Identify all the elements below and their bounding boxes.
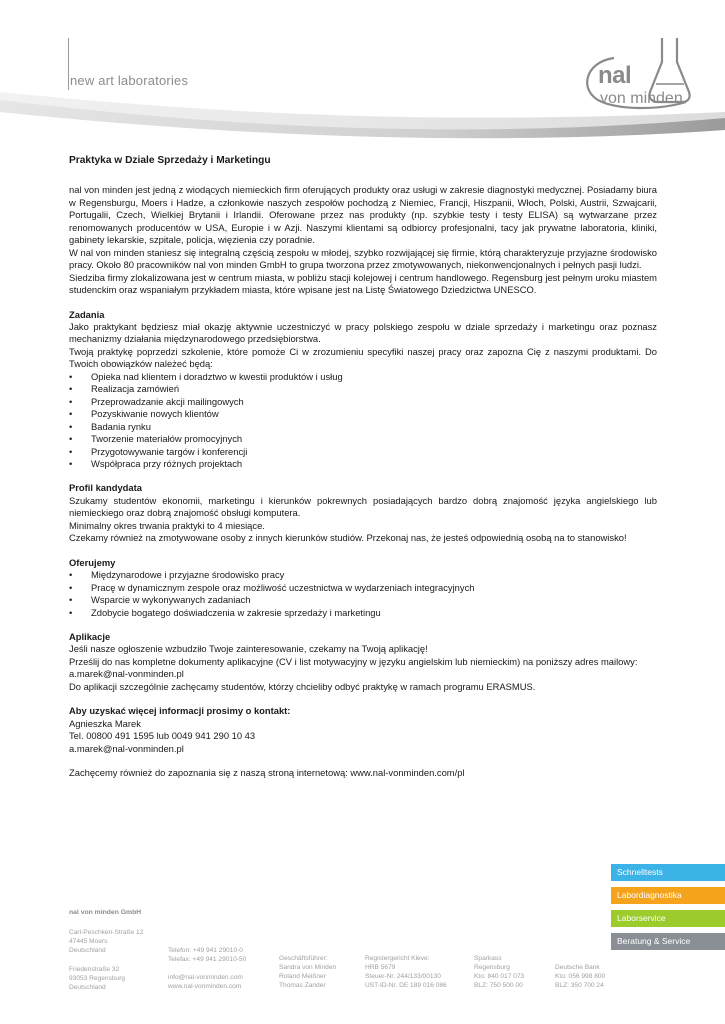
offer-list <box>69 569 657 619</box>
footer-line: Deutschland <box>69 984 106 991</box>
closing-line: Zachęcemy również do zapoznania się z naszą stroną internetową: www.nal-vonminden.com/pl <box>69 767 465 779</box>
task-list <box>69 371 657 471</box>
tab-label: Beratung & Service <box>617 936 691 946</box>
logo-wordmark-von-minden: von minden <box>600 90 683 107</box>
footer-website-link[interactable]: www.nal-vonminden.com <box>168 983 242 990</box>
contact-phone: Tel. 00800 491 1595 lub 0049 941 290 10 43 <box>69 730 256 742</box>
intro-paragraph: Siedziba firmy zlokalizowana jest w centrum miasta, w pobliżu stacji kolejowej i centrum handlowego. Regensburg jest pełnym uroku miastem studenckim oraz wspaniałym przykładem miasta, które wpisane jest na Listę Światowego Dziedzictwa UNESCO. <box>69 271 657 296</box>
footer <box>69 908 629 991</box>
footer-line: BLZ: 350 700 24 <box>555 982 604 989</box>
bullet-icon: • <box>69 445 73 457</box>
footer-management <box>279 954 359 990</box>
bullet-icon: • <box>69 408 73 420</box>
footer-email-link[interactable]: info@nal-vonminden.com <box>168 974 243 981</box>
section-profil <box>69 482 657 544</box>
list-item-text: Pracę w dynamicznym zespole oraz możliwość uczestnictwa w wydarzeniach integracyjnych <box>91 581 475 593</box>
section-text: Twoją praktykę poprzedzi szkolenie, które pomoże Ci w zrozumieniu specyfiki naszej pracy oraz zapozna Cię z naszymi produktami. Do Twoich obowiązków należeć będą: <box>69 345 657 370</box>
footer-line: Kto: 840 017 073 <box>474 973 525 980</box>
bullet-icon: • <box>69 383 73 395</box>
footer-line: Deutsche Bank <box>555 964 600 971</box>
section-text: Jako praktykant będziesz miał okazję aktywnie uczestniczyć w pracy polskiego zespołu w dziale sprzedaży i marketingu oraz poznasz mechanizmy działania międzynarodowego przedsiębiorstwa. <box>69 320 657 345</box>
bullet-icon: • <box>69 581 73 593</box>
list-item-text: Opieka nad klientem i doradztwo w kwestii produktów i usług <box>91 370 343 382</box>
list-item <box>69 421 657 433</box>
footer-line: Deutschland <box>69 947 106 954</box>
footer-address-regensburg <box>69 965 169 992</box>
footer-line: BLZ: 750 500 00 <box>474 982 523 989</box>
footer-phone <box>168 946 268 964</box>
footer-address-moers <box>69 928 169 955</box>
list-item <box>69 446 657 458</box>
footer-line: 47445 Moers <box>69 938 108 945</box>
contact-email[interactable]: a.marek@nal-vonminden.pl <box>69 742 184 754</box>
page-title: Praktyka w Dziale Sprzedaży i Marketingu <box>69 155 271 166</box>
logo-wordmark-nal: nal <box>598 62 632 89</box>
application-email[interactable]: a.marek@nal-vonminden.pl <box>69 668 184 680</box>
footer-web <box>168 973 268 991</box>
footer-line: Sparkass <box>474 955 502 962</box>
intro-paragraph: W nal von minden staniesz się integralną częścią zespołu w młodej, szybko rozwijającej się firmie, którą charakteryzuje przyjazne środowisko pracy. Około 80 pracowników nal von minden GmbH to grupa tworzona przez zmotywowanych, niekonwencjonalnych i pełnych pasji ludzi. <box>69 246 657 271</box>
bullet-icon: • <box>69 569 73 581</box>
footer-line: HRB 5679 <box>365 964 396 971</box>
tab-beratung-service[interactable] <box>611 933 725 950</box>
document-body <box>69 155 657 779</box>
footer-line: Friedenstraße 32 <box>69 966 120 973</box>
list-item <box>69 433 657 445</box>
footer-bank-sparkasse <box>474 954 554 990</box>
letterhead <box>0 0 725 150</box>
tab-label: Laborservice <box>617 913 666 923</box>
footer-line: Carl-Peschken-Straße 12 <box>69 929 144 936</box>
list-item-text: Przeprowadzanie akcji mailingowych <box>91 395 244 407</box>
section-text: Do aplikacji szczególnie zachęcamy studentów, którzy chcieliby odbyć praktykę w ramach programu ERASMUS. <box>69 680 536 692</box>
list-item-text: Wsparcie w wykonywanych zadaniach <box>91 594 251 606</box>
footer-line: UST-ID-Nr. DE 189 016 086 <box>365 982 447 989</box>
section-zadania <box>69 309 657 471</box>
footer-registry <box>365 954 465 990</box>
list-item-text: Współpraca przy różnych projektach <box>91 457 243 469</box>
footer-line: Steuer-Nr. 244/133/00130 <box>365 973 441 980</box>
list-item <box>69 607 657 619</box>
list-item-text: Przygotowywanie targów i konferencji <box>91 445 248 457</box>
tab-labordiagnostika[interactable] <box>611 887 725 904</box>
section-heading: Zadania <box>69 308 105 320</box>
header-divider <box>68 38 69 90</box>
bullet-icon: • <box>69 370 73 382</box>
list-item <box>69 396 657 408</box>
list-item-text: Pozyskiwanie nowych klientów <box>91 408 219 420</box>
tab-label: Schnelltests <box>617 867 663 877</box>
list-item <box>69 383 657 395</box>
contact-name: Agnieszka Marek <box>69 717 141 729</box>
section-aplikacje <box>69 631 657 693</box>
list-item <box>69 594 657 606</box>
bullet-icon: • <box>69 594 73 606</box>
footer-line: Thomas Zander <box>279 982 326 989</box>
footer-line: Regensburg <box>474 964 510 971</box>
list-item-text: Realizacja zamówień <box>91 383 180 395</box>
section-heading: Profil kandydata <box>69 482 142 494</box>
section-heading: Aby uzyskać więcej informacji prosimy o kontakt: <box>69 705 291 717</box>
list-item <box>69 458 657 470</box>
section-heading: Aplikacje <box>69 630 111 642</box>
footer-line: Telefax: +49 941 29010-50 <box>168 956 247 963</box>
list-item <box>69 408 657 420</box>
section-text: Czekamy również na zmotywowane osoby z innych kierunków studiów. Przekonaj nas, że jesteś odpowiednią osobą na to stanowisko! <box>69 532 627 544</box>
list-item-text: Tworzenie materiałów promocyjnych <box>91 433 243 445</box>
footer-line: Telefon: +49 941 29010-0 <box>168 947 243 954</box>
section-text: Prześlij do nas kompletne dokumenty aplikacyjne (CV i list motywacyjny w języku angielskim lub niemieckim) na poniższy adres mailowy: <box>69 655 638 667</box>
bullet-icon: • <box>69 433 73 445</box>
section-oferujemy <box>69 557 657 619</box>
section-text: Szukamy studentów ekonomii, marketingu i kierunków pokrewnych posiadających bardzo dobrą znajomość języka angielskiego lub niemieckiego oraz dobrą znajomość obsługi komputera. <box>69 494 657 519</box>
footer-line: Geschäftsführer: <box>279 955 328 962</box>
section-text: Jeśli nasze ogłoszenie wzbudziło Twoje zainteresowanie, czekamy na Twoją aplikację! <box>69 643 428 655</box>
footer-line: 93053 Regensburg <box>69 975 126 982</box>
section-text: Minimalny okres trwania praktyki to 4 miesiące. <box>69 519 265 531</box>
bullet-icon: • <box>69 457 73 469</box>
footer-line: Registergericht Kleve: <box>365 955 430 962</box>
tab-schnelltests[interactable] <box>611 864 725 881</box>
list-item-text: Badania rynku <box>91 420 151 432</box>
footer-line: Sandra von Minden <box>279 964 337 971</box>
list-item-text: Zdobycie bogatego doświadczenia w zakresie sprzedaży i marketingu <box>91 606 381 618</box>
company-tagline: new art laboratories <box>70 73 189 88</box>
footer-line: Roland Meißner <box>279 973 326 980</box>
bullet-icon: • <box>69 395 73 407</box>
footer-bank-deutsche <box>555 963 629 990</box>
intro-paragraph: nal von minden jest jedną z wiodących niemieckich firm oferujących produkty oraz usługi w zakresie diagnostyki medycznej. Posiadamy biura w Regensburgu, Moers i Hadze, a członkowie naszych zespołów pochodzą z Niemiec, Francji, Hiszpanii, Włoch, Polski, Austrii, Szwajcarii, Portugalii, Czech, Wielkiej Brytanii i Irlandii. Oferowane przez nas produkty (np. szybkie testy i testy ELISA) są wytwarzane przez renomowanych producentów w USA, Europie i w Azji. Naszymi klientami są odbiorcy profesjonalni, tacy jak prywatne laboratoria, kliniki, gabinety lekarskie, szpitale, policja, więzienia czy poradnie. <box>69 184 657 246</box>
list-item-text: Międzynarodowe i przyjazne środowisko pracy <box>91 569 285 581</box>
section-heading: Oferujemy <box>69 556 116 568</box>
list-item <box>69 569 657 581</box>
footer-line: Kto: 056 998 800 <box>555 973 606 980</box>
list-item <box>69 371 657 383</box>
tab-label: Labordiagnostika <box>617 890 682 900</box>
section-kontakt <box>69 705 657 755</box>
bullet-icon: • <box>69 420 73 432</box>
bullet-icon: • <box>69 606 73 618</box>
footer-company-name: nal von minden GmbH <box>69 909 142 916</box>
list-item <box>69 582 657 594</box>
